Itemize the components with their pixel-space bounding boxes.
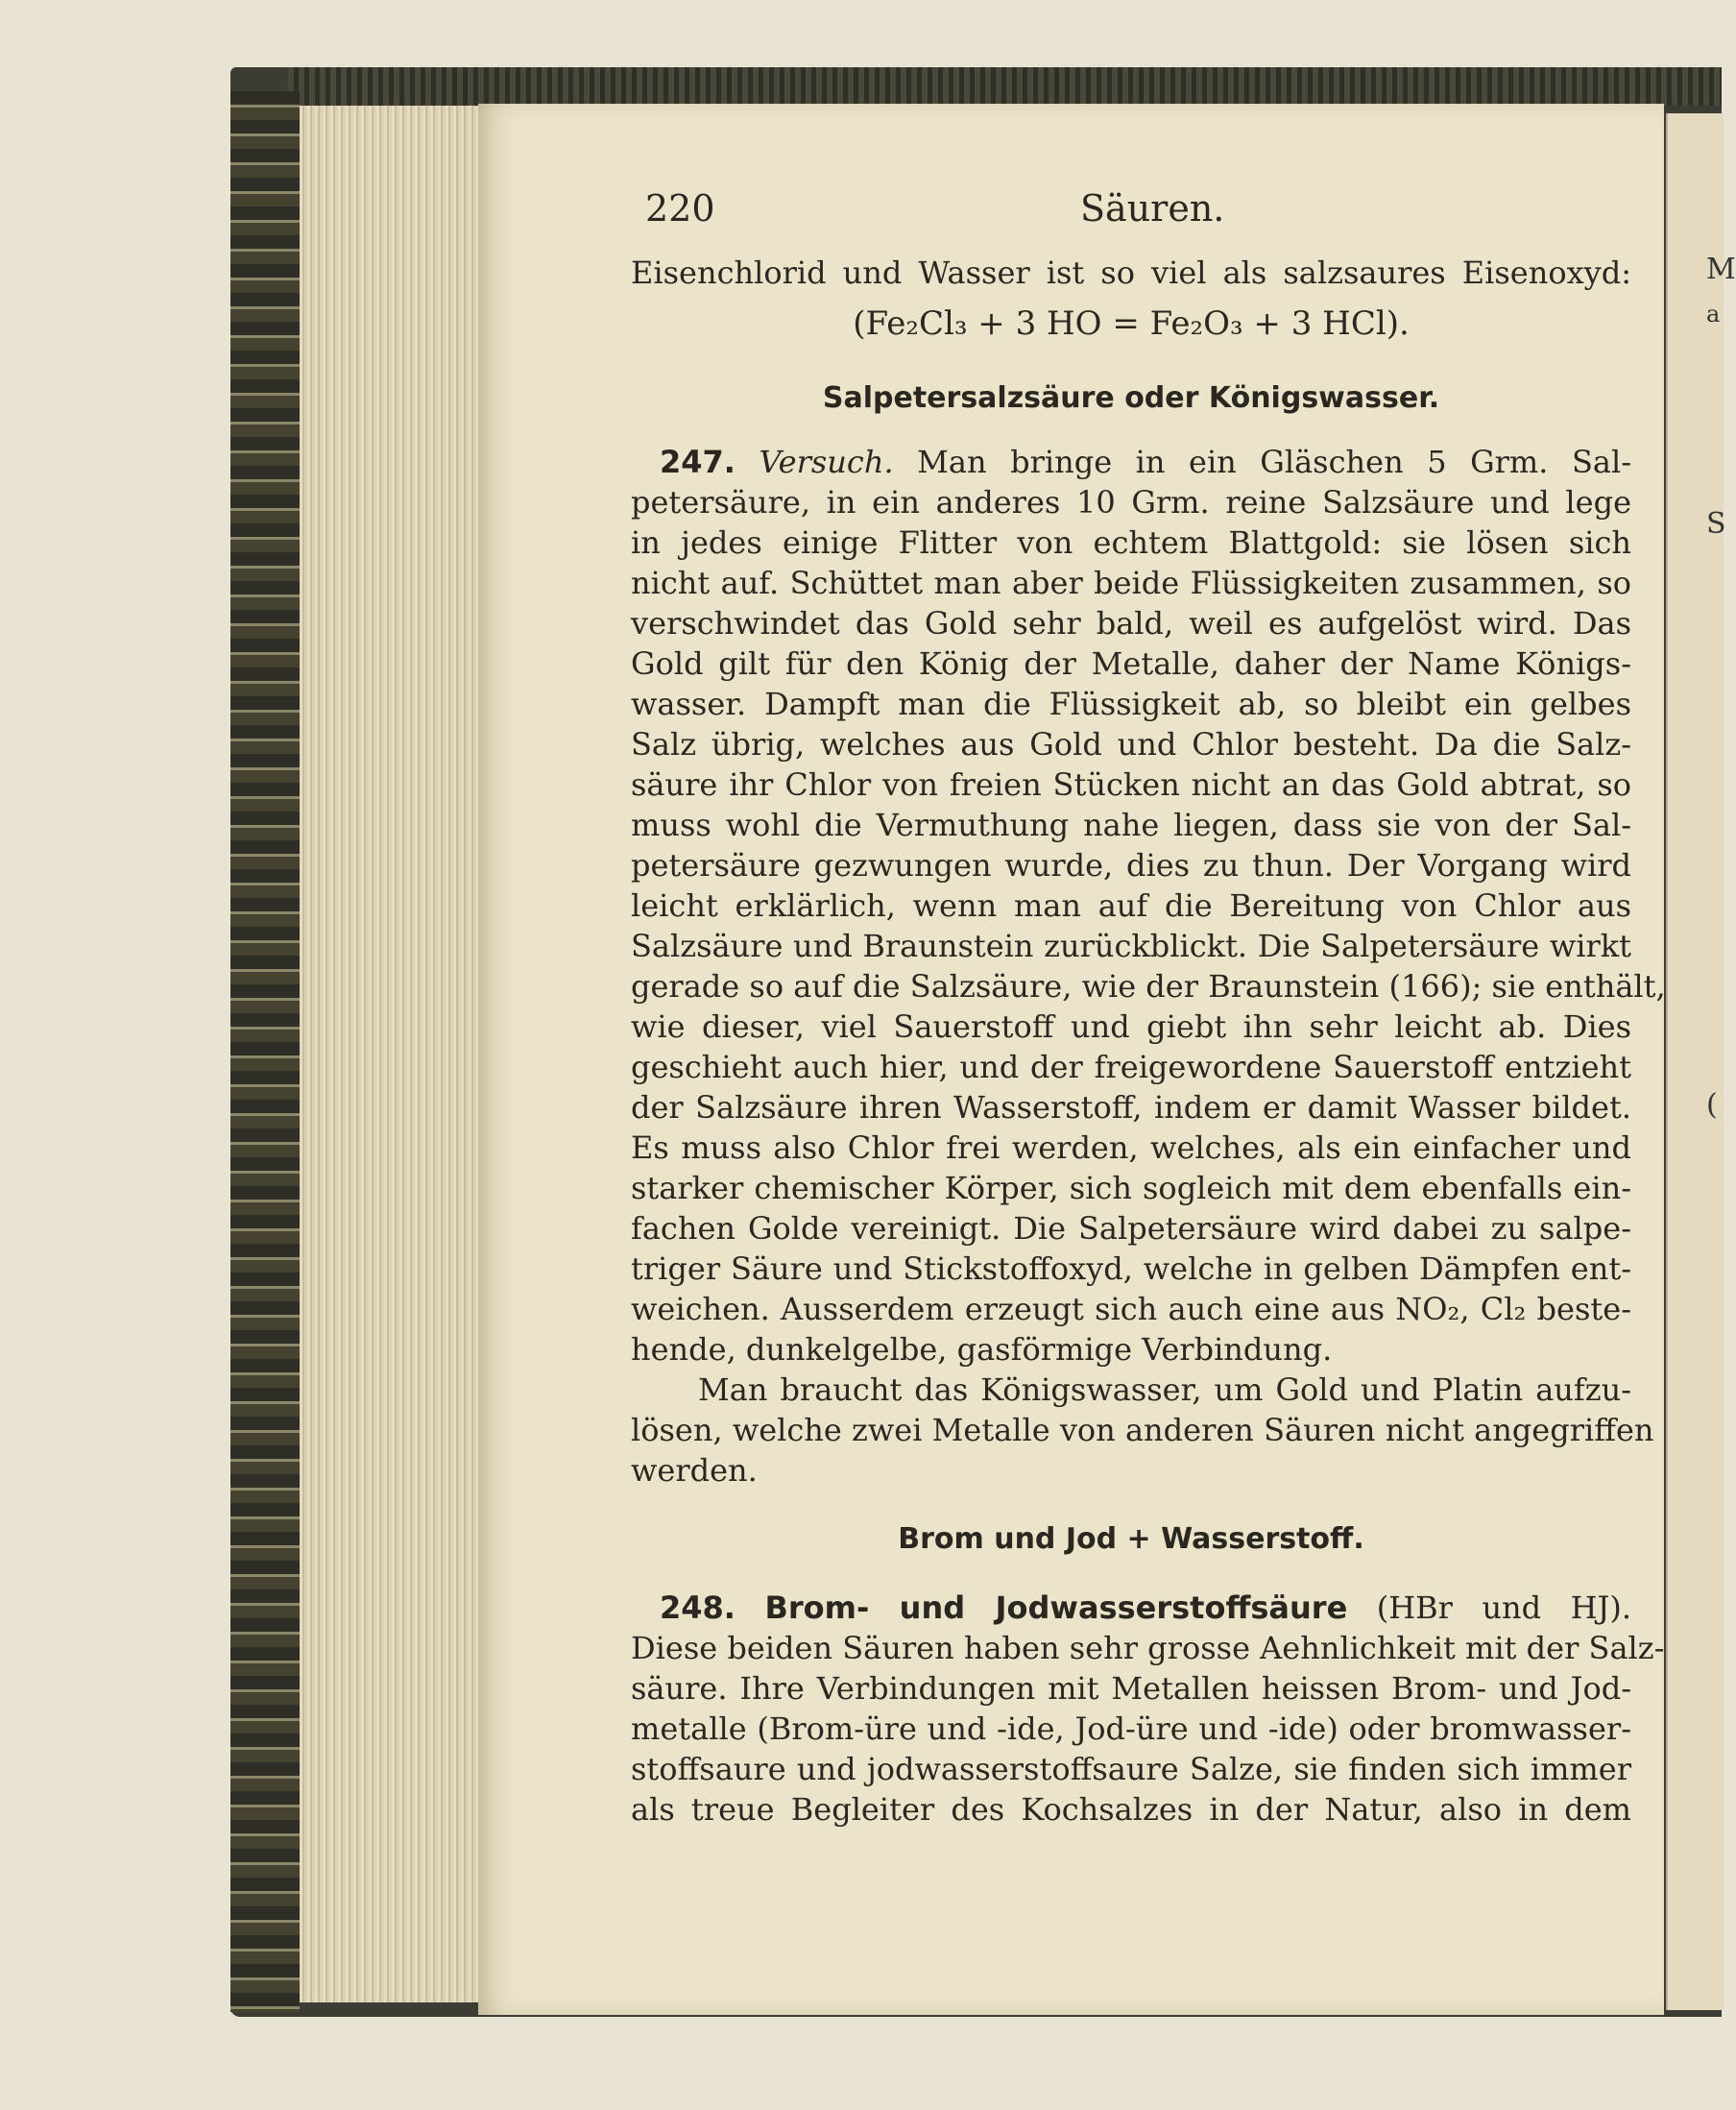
paragraph-number: 248. (660, 1589, 735, 1626)
text-line: lösen, welche zwei Metalle von anderen Säuren nicht angegriffen (631, 1412, 1654, 1448)
text-line: Man bringe in ein Gläschen 5 Grm. Sal- (917, 444, 1632, 480)
text-line: wie dieser, viel Sauerstoff und giebt ihn sehr leicht ab. Dies (631, 1008, 1631, 1045)
paragraph-label: Versuch. (759, 444, 894, 480)
text-line: geschieht auch hier, und der freigewordene Sauerstoff entzieht (631, 1049, 1631, 1085)
text-line: gerade so auf die Salzsäure, wie der Braunstein (166); sie enthält, (631, 968, 1666, 1005)
paragraph-248-first-line (631, 1589, 1631, 1626)
paragraph-247-first-line (631, 444, 1631, 480)
section-heading-brom-jod: Brom und Jod + Wasserstoff. (898, 1522, 1364, 1556)
book-cover-top-edge (288, 67, 1722, 106)
text-line: Diese beiden Säuren haben sehr grosse Aehnlichkeit mit der Salz- (631, 1630, 1665, 1666)
text-line: Es muss also Chlor frei werden, welches, als ein einfacher und (631, 1129, 1631, 1166)
text-line: (HBr und HJ). (1376, 1589, 1632, 1626)
book-spine (230, 91, 300, 2012)
text-line: der Salzsäure ihren Wasserstoff, indem er damit Wasser bildet. (631, 1089, 1631, 1126)
text-line: werden. (631, 1452, 758, 1489)
next-page-fragment: M (1706, 253, 1736, 286)
paragraph-title: Brom- und Jodwasserstoffsäure (764, 1589, 1348, 1626)
text-line: Salz übrig, welches aus Gold und Chlor besteht. Da die Salz- (631, 726, 1631, 763)
intro-line: Eisenchlorid und Wasser ist so viel als salzsaures Eisenoxyd: (631, 255, 1631, 291)
text-line: starker chemischer Körper, sich sogleich mit dem ebenfalls ein- (631, 1170, 1631, 1206)
text-line: metalle (Brom-üre und -ide, Jod-üre und -ide) oder bromwasser- (631, 1710, 1631, 1747)
text-line: petersäure gezwungen wurde, dies zu thun. Der Vorgang wird (631, 847, 1631, 884)
text-line: petersäure, in ein anderes 10 Grm. reine Salzsäure und lege (631, 484, 1631, 521)
text-line: leicht erklärlich, wenn man auf die Bereitung von Chlor aus (631, 887, 1631, 924)
running-title: Säuren. (1080, 187, 1225, 230)
text-line: fachen Golde vereinigt. Die Salpetersäure wird dabei zu salpe- (631, 1210, 1631, 1247)
page-number: 220 (645, 187, 715, 230)
paragraph-number: 247. (660, 444, 735, 480)
text-line: Gold gilt für den König der Metalle, daher der Name Königs- (631, 645, 1631, 682)
next-page-fragment: a (1706, 301, 1721, 327)
section-heading-koenigswasser: Salpetersalzsäure oder Königswasser. (822, 381, 1440, 415)
text-line: triger Säure und Stickstoffoxyd, welche in gelben Dämpfen ent- (631, 1250, 1631, 1287)
intro-formula: (Fe₂Cl₃ + 3 HO = Fe₂O₃ + 3 HCl). (853, 304, 1410, 343)
text-line: als treue Begleiter des Kochsalzes in der Natur, also in dem (631, 1791, 1631, 1828)
text-line: Salzsäure und Braunstein zurückblickt. Die Salpetersäure wirkt (631, 928, 1631, 964)
text-line: säure. Ihre Verbindungen mit Metallen heissen Brom- und Jod- (631, 1670, 1631, 1707)
text-line: Man braucht das Königswasser, um Gold und Platin aufzu- (698, 1371, 1631, 1408)
text-line: stoffsaure und jodwasserstoffsaure Salze, sie finden sich immer (631, 1751, 1631, 1787)
text-line: verschwindet das Gold sehr bald, weil es aufgelöst wird. Das (631, 605, 1631, 642)
next-page-sliver (1666, 113, 1736, 2010)
next-page-fragment: ( (1706, 1088, 1718, 1122)
text-line: muss wohl die Vermuthung nahe liegen, dass sie von der Sal- (631, 807, 1631, 843)
text-line: säure ihr Chlor von freien Stücken nicht an das Gold abtrat, so (631, 766, 1631, 803)
text-line: nicht auf. Schüttet man aber beide Flüssigkeiten zusammen, so (631, 565, 1631, 601)
text-line: hende, dunkelgelbe, gasförmige Verbindung. (631, 1331, 1333, 1368)
text-line: in jedes einige Flitter von echtem Blattgold: sie lösen sich (631, 524, 1631, 561)
next-page-fragment: S (1706, 507, 1726, 541)
page-edges (300, 106, 482, 2002)
text-line: wasser. Dampft man die Flüssigkeit ab, so bleibt ein gelbes (631, 686, 1631, 722)
text-line: weichen. Ausserdem erzeugt sich auch eine aus NO₂, Cl₂ beste- (631, 1291, 1631, 1327)
